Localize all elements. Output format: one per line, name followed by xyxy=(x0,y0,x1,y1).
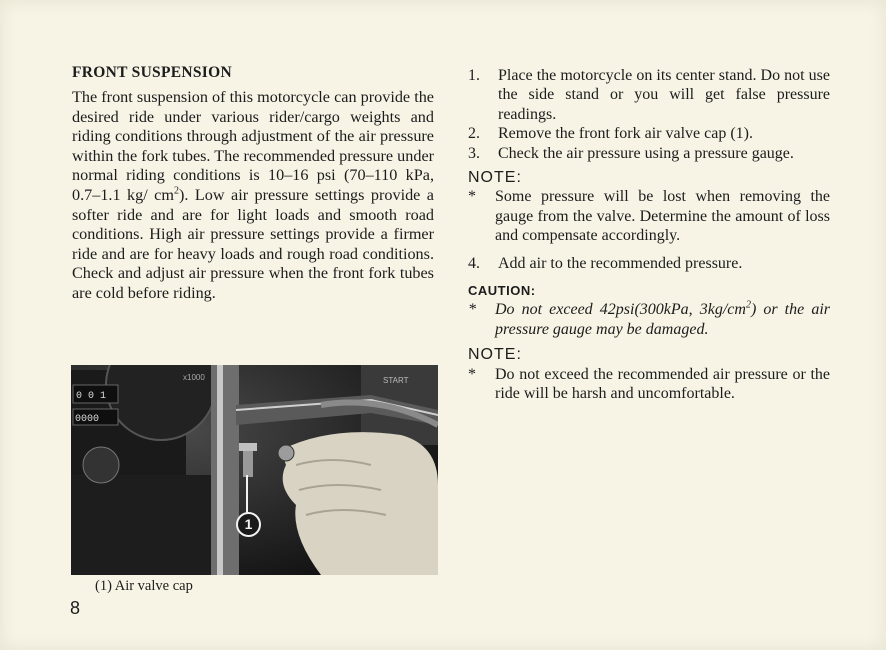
svg-text:x1000: x1000 xyxy=(183,373,205,382)
note-1 xyxy=(468,187,830,245)
note-asterisk: * xyxy=(468,188,476,206)
step-4 xyxy=(468,254,830,273)
note-label-1: NOTE: xyxy=(468,169,522,187)
left-column xyxy=(72,64,434,304)
step-2 xyxy=(468,124,830,143)
note-label-2: NOTE: xyxy=(468,346,522,364)
callout-marker-1 xyxy=(236,512,261,537)
caution-label: CAUTION: xyxy=(468,283,536,299)
step-text: Check the air pressure using a pressure gauge. xyxy=(498,144,794,162)
note-asterisk: * xyxy=(468,365,476,383)
photo-caption: (1) Air valve cap xyxy=(95,578,193,594)
caution-text xyxy=(495,300,830,339)
note-text: Some pressure will be lost when removing the gauge from the valve. Determine the amount of loss and compensate accordingly. xyxy=(495,188,830,245)
step-3 xyxy=(468,144,830,163)
section-heading: FRONT SUSPENSION xyxy=(72,64,232,81)
suspension-text-part1: The front suspension of this motorcycle can provide the desired ride under various rider/cargo weights and riding conditions through adjustment of the air pressure within the fork tubes. The recommended pressure under normal riding conditions is 10–16 psi (70–110 kPa, 0.7–1.1 kg/ cm xyxy=(72,88,435,204)
superscript-2: 2 xyxy=(173,185,179,197)
step-text: Place the motorcycle on its center stand. Do not use the side stand or you will get false pressure readings. xyxy=(498,67,830,123)
suspension-text-part2: ). Low air pressure settings provide a softer ride and are for light loads and smooth road conditions. High air pressure settings provide a firmer ride and are for heavy loads and rough road conditions. xyxy=(72,185,434,263)
fork-air-valve-photo xyxy=(71,365,438,575)
note-2 xyxy=(468,365,830,404)
caution-asterisk: * xyxy=(468,301,476,319)
suspension-paragraph xyxy=(72,88,434,264)
step-1 xyxy=(468,66,830,124)
caution-note xyxy=(468,300,830,339)
step-number: 3. xyxy=(468,144,480,162)
step-number: 2. xyxy=(468,125,480,143)
procedure-steps xyxy=(468,66,830,163)
procedure-step-4 xyxy=(468,254,830,273)
step-text: Add air to the recommended pressure. xyxy=(498,254,743,272)
step-number: 4. xyxy=(468,254,480,272)
step-text: Remove the front fork air valve cap (1). xyxy=(498,125,754,143)
right-column xyxy=(468,66,830,404)
check-paragraph: Check and adjust air pressure when the front fork tubes are cold before riding. xyxy=(72,264,434,302)
step-number: 1. xyxy=(468,67,480,84)
svg-text:0 0 1: 0 0 1 xyxy=(76,391,107,402)
caution-superscript: 2 xyxy=(745,300,751,312)
note-text: Do not exceed the recommended air pressure or the ride will be harsh and uncomfortable. xyxy=(495,365,830,403)
callout-number: 1 xyxy=(244,516,253,532)
svg-text:START: START xyxy=(383,376,409,385)
caution-text-part2: ) or the air pressure gauge may be damaged. xyxy=(495,301,830,338)
page-number: 8 xyxy=(70,598,81,618)
caution-text-part1: Do not exceed 42psi(300kPa, 3kg/cm xyxy=(495,301,746,319)
svg-text:0000: 0000 xyxy=(75,414,100,425)
